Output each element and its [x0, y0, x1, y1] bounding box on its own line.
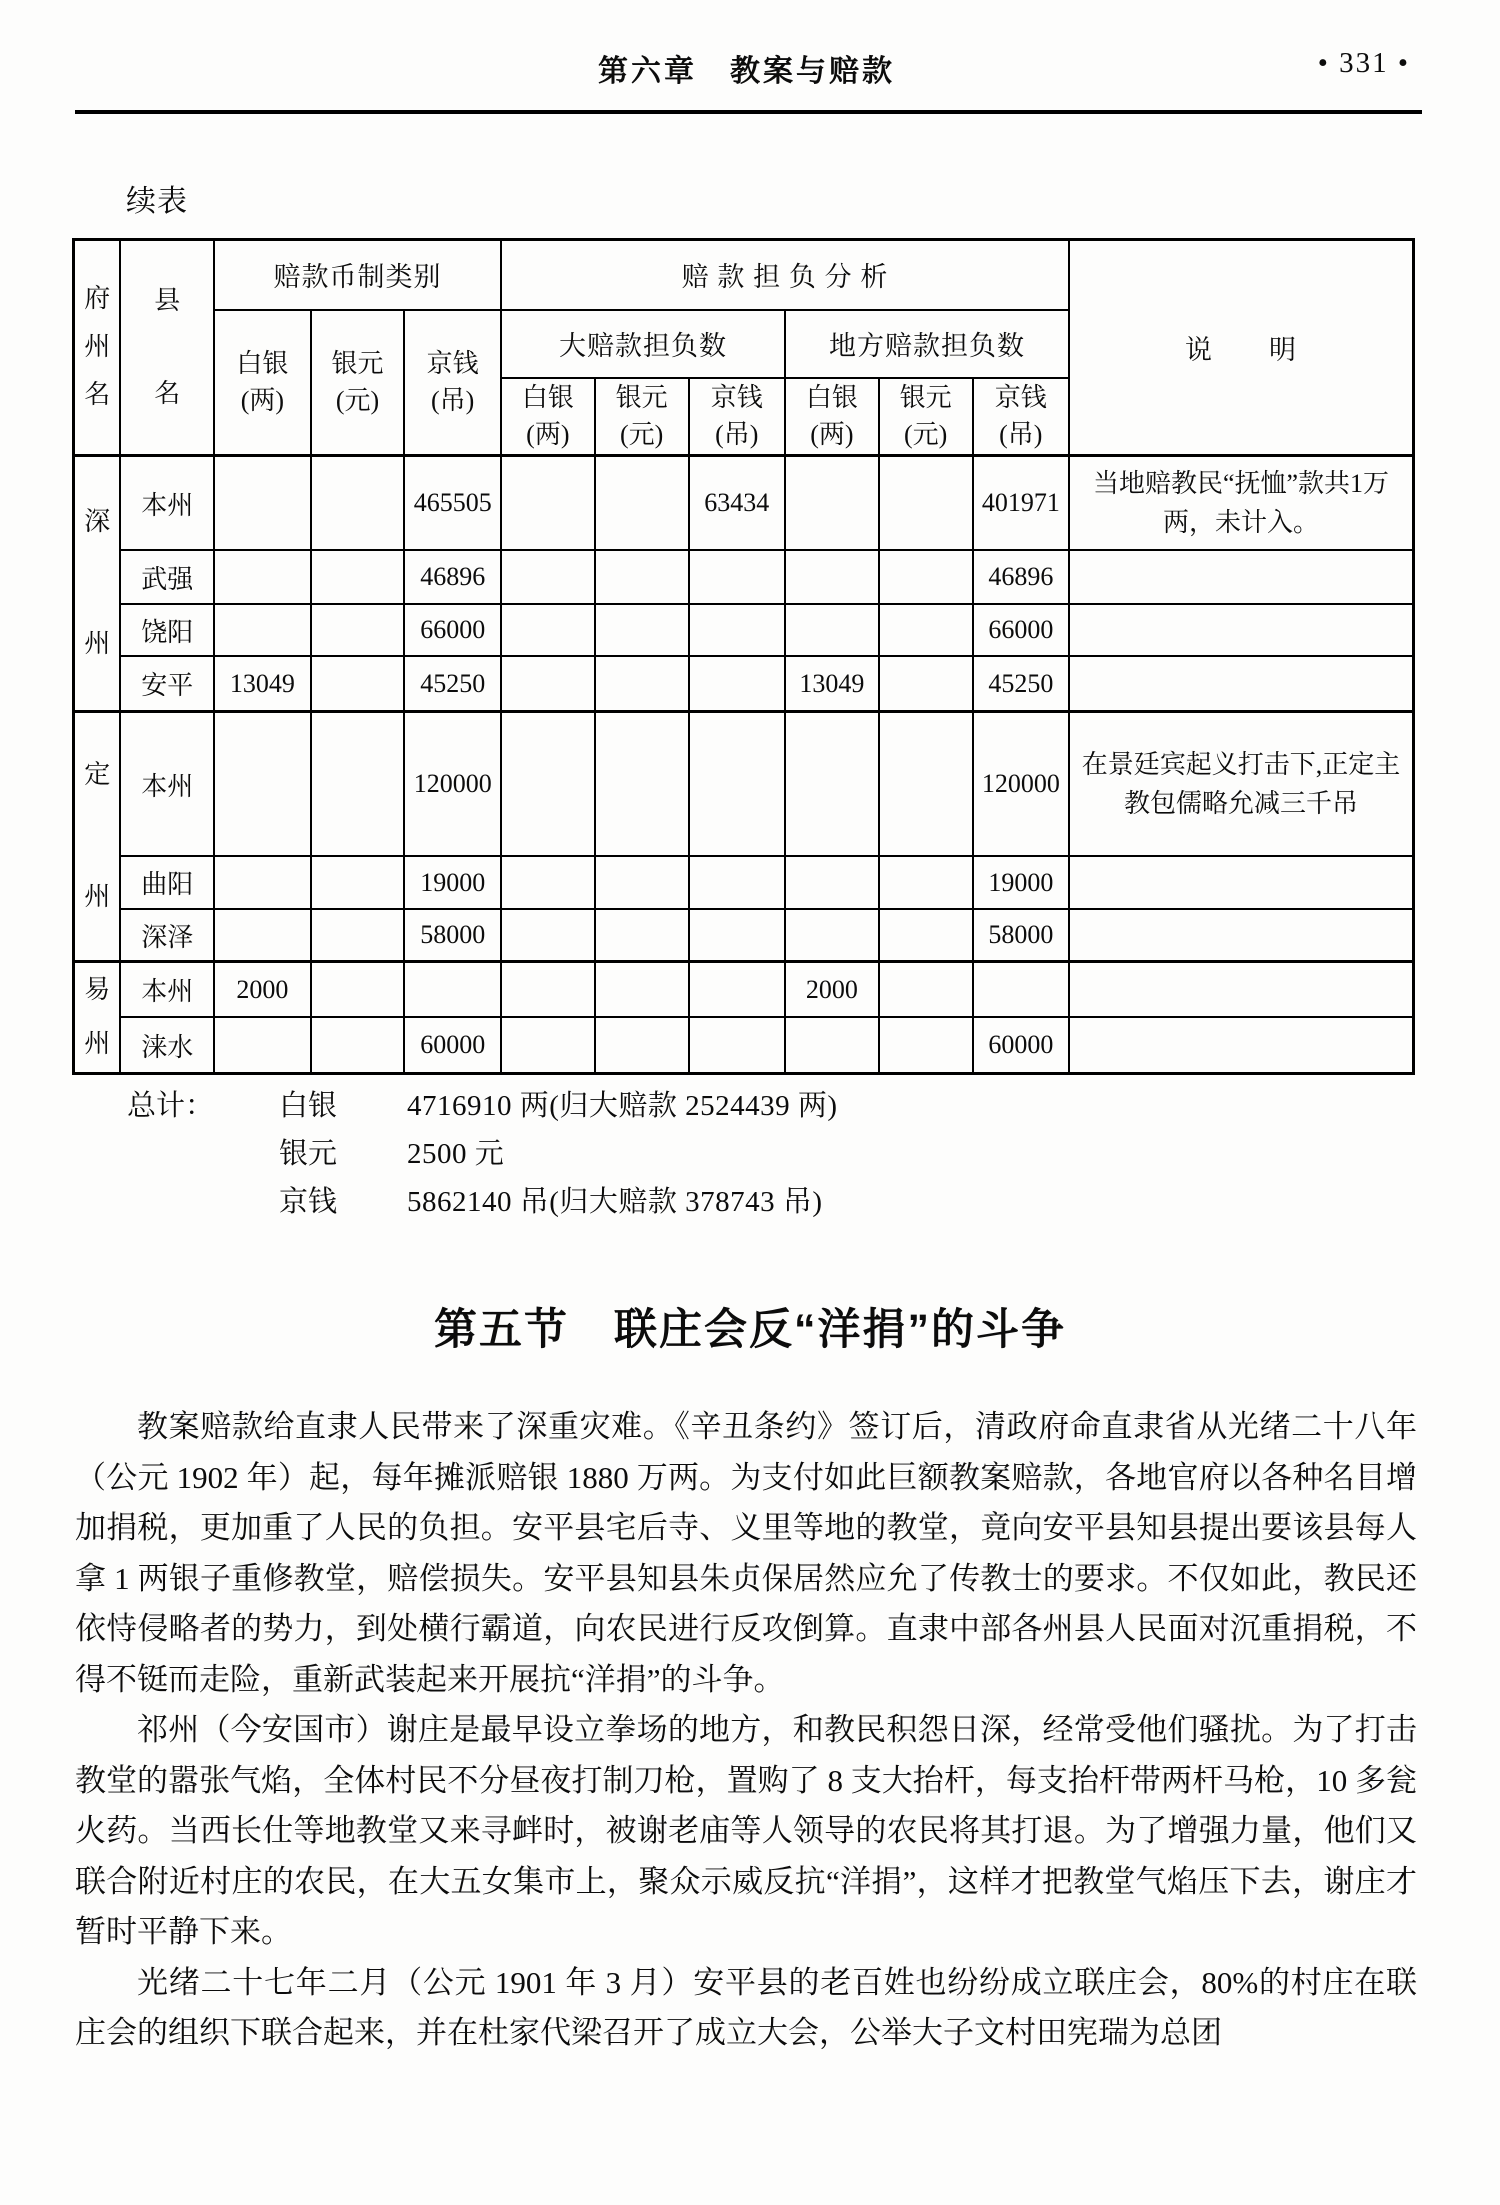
cell-big-yuan [595, 656, 689, 711]
cell-local-silver [785, 909, 879, 961]
cell-big-jing [689, 550, 785, 604]
total-line [127, 1082, 838, 1130]
cell-big-yuan [595, 961, 689, 1017]
continued-table-label: 续表 [126, 185, 188, 218]
page-header [75, 46, 1418, 86]
cell-silver [214, 856, 310, 909]
cell-local-yuan [879, 1017, 973, 1073]
cell-big-yuan [595, 550, 689, 604]
cell-local-jing: 19000 [973, 856, 1069, 909]
cell-local-yuan [879, 550, 973, 604]
cell-note: 在景廷宾起义打击下,正定主教包儒略允减三千吊 [1069, 711, 1413, 856]
cell-silver [214, 455, 310, 550]
header-county: 县名 [120, 240, 214, 456]
cell-local-silver [785, 604, 879, 656]
cell-prefecture: 深州 [74, 455, 121, 711]
page-number: • 331 • [1317, 47, 1410, 79]
header-silver: 白银 (两) [214, 310, 310, 456]
cell-yuan [311, 961, 405, 1017]
body-text [75, 1402, 1417, 2059]
total-line [127, 1178, 838, 1226]
cell-jing: 46896 [404, 550, 500, 604]
cell-county: 饶阳 [120, 604, 214, 656]
cell-big-jing [689, 1017, 785, 1073]
cell-county: 曲阳 [120, 856, 214, 909]
header-jing: 京钱 (吊) [404, 310, 500, 456]
total-name: 银元 [279, 1138, 338, 1170]
cell-big-yuan [595, 856, 689, 909]
cell-county: 本州 [120, 961, 214, 1017]
cell-note: 当地赔教民“抚恤”款共1万两，未计入。 [1069, 455, 1413, 550]
cell-jing: 66000 [404, 604, 500, 656]
table-row [74, 1017, 1414, 1073]
cell-local-yuan [879, 455, 973, 550]
cell-big-jing [689, 909, 785, 961]
cell-county: 深泽 [120, 909, 214, 961]
cell-local-silver [785, 550, 879, 604]
cell-big-silver [501, 455, 595, 550]
cell-local-yuan [879, 961, 973, 1017]
cell-local-silver: 13049 [785, 656, 879, 711]
cell-big-yuan [595, 1017, 689, 1073]
total-name: 京钱 [279, 1186, 338, 1218]
total-value: 4716910 两(归大赔款 2524439 两) [407, 1090, 838, 1122]
header-local-silver: 白银 (两) [785, 378, 879, 456]
cell-prefecture: 定州 [74, 711, 121, 961]
indemnity-table [72, 238, 1415, 1075]
cell-big-silver [501, 856, 595, 909]
cell-county: 安平 [120, 656, 214, 711]
cell-big-silver [501, 961, 595, 1017]
header-big-yuan: 银元 (元) [595, 378, 689, 456]
cell-yuan [311, 909, 405, 961]
total-value: 2500 元 [407, 1138, 505, 1170]
cell-yuan [311, 656, 405, 711]
cell-big-silver [501, 604, 595, 656]
cell-local-jing: 120000 [973, 711, 1069, 856]
table-row [74, 656, 1414, 711]
cell-big-silver [501, 1017, 595, 1073]
cell-note [1069, 1017, 1413, 1073]
cell-big-jing [689, 711, 785, 856]
cell-yuan [311, 604, 405, 656]
cell-local-yuan [879, 909, 973, 961]
totals-label-spacer [127, 1178, 279, 1226]
cell-note [1069, 909, 1413, 961]
cell-jing: 465505 [404, 455, 500, 550]
cell-yuan [311, 550, 405, 604]
cell-yuan [311, 1017, 405, 1073]
cell-big-jing [689, 856, 785, 909]
total-value: 5862140 吊(归大赔款 378743 吊) [407, 1186, 823, 1218]
cell-silver [214, 604, 310, 656]
cell-local-yuan [879, 856, 973, 909]
header-yuan: 银元 (元) [311, 310, 405, 456]
cell-local-jing: 46896 [973, 550, 1069, 604]
header-big-group: 大赔款担负数 [501, 310, 785, 378]
cell-big-yuan [595, 455, 689, 550]
cell-silver [214, 1017, 310, 1073]
cell-big-yuan [595, 604, 689, 656]
cell-big-silver [501, 711, 595, 856]
header-local-jing: 京钱 (吊) [973, 378, 1069, 456]
paragraph: 祁州（今安国市）谢庄是最早设立拳场的地方，和教民积怨日深，经常受他们骚扰。为了打击教堂的嚣张气焰，全体村民不分昼夜打制刀枪，置购了 8 支大抬杆，每支抬杆带两杆马枪，10 多瓮火药。当西长仕等地教堂又来寻衅时，被谢老庙等人领导的农民将其打退。为了增强力量，他们又联合附近村庄的农民，在大五女集市上，聚众示威反抗“洋捐”，这样才把教堂气焰压下去，谢庄才暂时平静下来。 [75, 1712, 1417, 1949]
cell-local-jing: 58000 [973, 909, 1069, 961]
cell-local-jing: 66000 [973, 604, 1069, 656]
header-burden-group: 赔 款 担 负 分 析 [501, 240, 1069, 310]
totals-label: 总计： [127, 1090, 215, 1122]
table-row [74, 711, 1414, 856]
cell-big-jing: 63434 [689, 455, 785, 550]
cell-note [1069, 550, 1413, 604]
cell-jing: 45250 [404, 656, 500, 711]
cell-silver [214, 711, 310, 856]
table-totals [127, 1082, 838, 1226]
header-rule [75, 110, 1422, 114]
cell-county: 本州 [120, 711, 214, 856]
cell-jing [404, 961, 500, 1017]
section-heading: 第五节 联庄会反“洋捐”的斗争 [434, 1306, 1066, 1354]
header-big-silver: 白银 (两) [501, 378, 595, 456]
cell-jing: 120000 [404, 711, 500, 856]
cell-local-silver [785, 455, 879, 550]
header-local-yuan: 银元 (元) [879, 378, 973, 456]
cell-local-jing: 401971 [973, 455, 1069, 550]
table-row [74, 550, 1414, 604]
cell-prefecture: 易州 [74, 961, 121, 1073]
cell-yuan [311, 856, 405, 909]
cell-big-silver [501, 656, 595, 711]
cell-county: 本州 [120, 455, 214, 550]
total-line [127, 1130, 838, 1178]
cell-local-jing: 45250 [973, 656, 1069, 711]
cell-local-jing: 60000 [973, 1017, 1069, 1073]
cell-jing: 19000 [404, 856, 500, 909]
cell-local-jing [973, 961, 1069, 1017]
header-note: 说 明 [1069, 240, 1413, 456]
total-name: 白银 [279, 1090, 338, 1122]
cell-jing: 58000 [404, 909, 500, 961]
table-row [74, 961, 1414, 1017]
cell-note [1069, 856, 1413, 909]
cell-yuan [311, 711, 405, 856]
header-prefecture: 府州名 [74, 240, 121, 456]
chapter-title: 第六章 教案与赔款 [598, 55, 895, 88]
cell-silver: 13049 [214, 656, 310, 711]
cell-note [1069, 604, 1413, 656]
cell-local-yuan [879, 711, 973, 856]
cell-local-silver [785, 856, 879, 909]
cell-silver [214, 909, 310, 961]
header-local-group: 地方赔款担负数 [785, 310, 1069, 378]
table-row [74, 909, 1414, 961]
cell-big-jing [689, 656, 785, 711]
cell-local-yuan [879, 604, 973, 656]
cell-county: 涞水 [120, 1017, 214, 1073]
cell-big-jing [689, 961, 785, 1017]
cell-silver: 2000 [214, 961, 310, 1017]
cell-jing: 60000 [404, 1017, 500, 1073]
cell-silver [214, 550, 310, 604]
cell-big-yuan [595, 909, 689, 961]
cell-big-jing [689, 604, 785, 656]
header-currency-group: 赔款币制类别 [214, 240, 501, 310]
cell-big-yuan [595, 711, 689, 856]
totals-label-spacer [127, 1130, 279, 1178]
paragraph: 光绪二十七年二月（公元 1901 年 3 月）安平县的老百姓也纷纷成立联庄会，80%的村庄在联庄会的组织下联合起来，并在杜家代梁召开了成立大会，公举大子文村田宪瑞为总团 [75, 1964, 1417, 2050]
cell-local-silver [785, 711, 879, 856]
cell-big-silver [501, 550, 595, 604]
paragraph: 教案赔款给直隶人民带来了深重灾难。《辛丑条约》签订后，清政府命直隶省从光绪二十八年（公元 1902 年）起，每年摊派赔银 1880 万两。为支付如此巨额教案赔款，各地官府以各种名目增加捐税，更加重了人民的负担。安平县宅后寺、义里等地的教堂，竟向安平县知县提出要该县每人拿 1 两银子重修教堂，赔偿损失。安平县知县朱贞保居然应允了传教士的要求。不仅如此，教民还依恃侵略者的势力，到处横行霸道，向农民进行反攻倒算。直隶中部各州县人民面对沉重捐税，不得不铤而走险，重新武装起来开展抗“洋捐”的斗争。 [75, 1409, 1417, 1697]
cell-county: 武强 [120, 550, 214, 604]
header-big-jing: 京钱 (吊) [689, 378, 785, 456]
table-row [74, 604, 1414, 656]
cell-local-silver [785, 1017, 879, 1073]
cell-note [1069, 656, 1413, 711]
table-row [74, 856, 1414, 909]
cell-local-silver: 2000 [785, 961, 879, 1017]
table-row [74, 455, 1414, 550]
cell-local-yuan [879, 656, 973, 711]
cell-note [1069, 961, 1413, 1017]
cell-yuan [311, 455, 405, 550]
cell-big-silver [501, 909, 595, 961]
